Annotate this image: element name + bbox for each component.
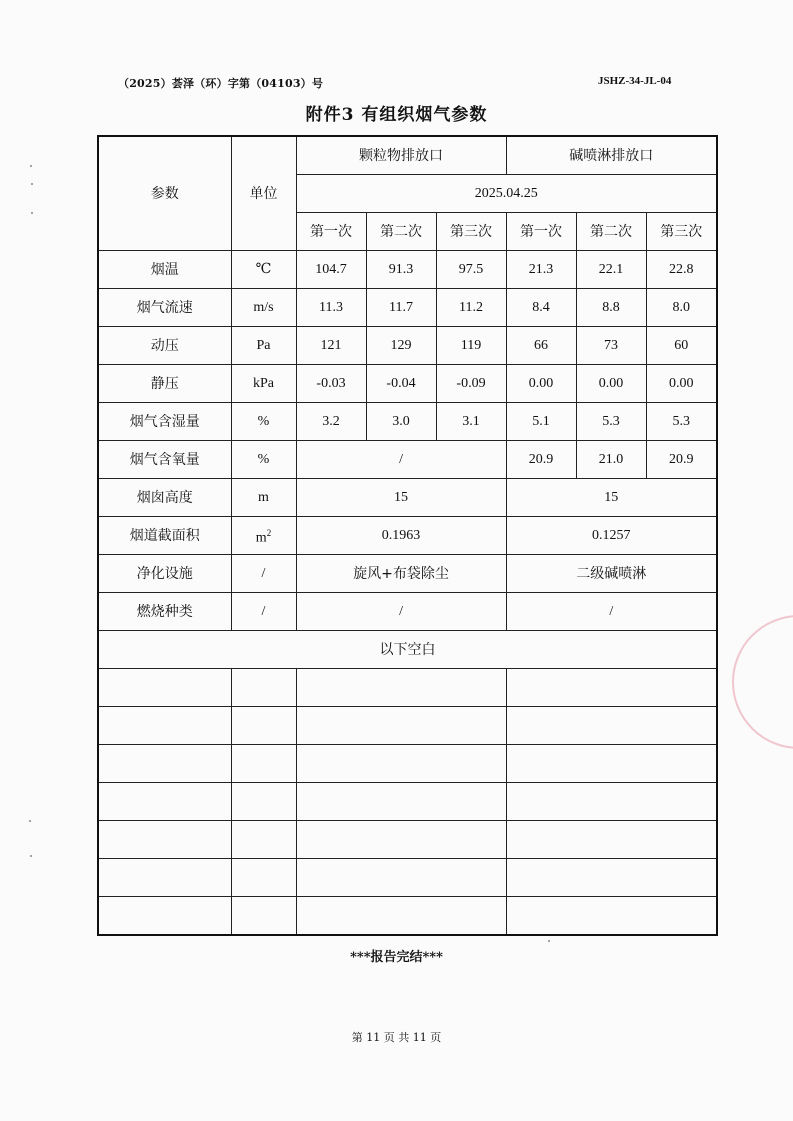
value-cell: 0.00 <box>576 365 646 403</box>
value-cell: 11.2 <box>436 289 506 327</box>
page-number: 第 11 页 共 11 页 <box>351 1031 442 1044</box>
value-cell: / <box>296 593 506 631</box>
value-cell: -0.09 <box>436 365 506 403</box>
row-param: 烟气含氧量 <box>98 441 231 479</box>
blank-row <box>98 707 717 745</box>
table-row <box>98 593 717 631</box>
value-cell: -0.04 <box>366 365 436 403</box>
value-cell: 15 <box>296 479 506 517</box>
value-cell: 0.00 <box>646 365 717 403</box>
value-cell: 11.3 <box>296 289 366 327</box>
row-unit: % <box>231 441 296 479</box>
value-cell: 5.1 <box>506 403 576 441</box>
table-row <box>98 365 717 403</box>
header-unit: 单位 <box>231 136 296 251</box>
value-cell: 5.3 <box>646 403 717 441</box>
value-cell: 二级碱喷淋 <box>506 555 717 593</box>
report-end-note: ***报告完结*** <box>350 950 443 965</box>
header-run: 第一次 <box>506 213 576 251</box>
table-row <box>98 479 717 517</box>
row-unit: % <box>231 403 296 441</box>
value-cell: 97.5 <box>436 251 506 289</box>
row-unit: m/s <box>231 289 296 327</box>
value-cell: -0.03 <box>296 365 366 403</box>
table-row <box>98 631 717 669</box>
header-outlet-alkali-spray: 碱喷淋排放口 <box>506 136 717 175</box>
value-cell: 21.3 <box>506 251 576 289</box>
row-param: 净化设施 <box>98 555 231 593</box>
table-row <box>98 441 717 479</box>
header-run: 第三次 <box>646 213 717 251</box>
header-run: 第二次 <box>576 213 646 251</box>
value-cell: 8.8 <box>576 289 646 327</box>
value-cell: 22.1 <box>576 251 646 289</box>
value-cell: / <box>506 593 717 631</box>
value-cell: 3.0 <box>366 403 436 441</box>
blank-row <box>98 859 717 897</box>
header-run: 第三次 <box>436 213 506 251</box>
flue-gas-parameter-table <box>97 135 718 936</box>
value-cell: 旋风+布袋除尘 <box>296 555 506 593</box>
row-unit: / <box>231 555 296 593</box>
value-cell: 104.7 <box>296 251 366 289</box>
blank-row <box>98 897 717 936</box>
blank-row <box>98 821 717 859</box>
value-cell: 21.0 <box>576 441 646 479</box>
value-cell: 3.2 <box>296 403 366 441</box>
value-cell: 66 <box>506 327 576 365</box>
table-row <box>98 289 717 327</box>
value-cell: 8.0 <box>646 289 717 327</box>
value-cell: 20.9 <box>506 441 576 479</box>
seal-stamp <box>732 615 793 749</box>
header-date: 2025.04.25 <box>296 175 717 213</box>
value-cell: 8.4 <box>506 289 576 327</box>
row-param: 烟气含湿量 <box>98 403 231 441</box>
value-cell: 15 <box>506 479 717 517</box>
value-cell: 11.7 <box>366 289 436 327</box>
blank-row <box>98 669 717 707</box>
table-row <box>98 555 717 593</box>
value-cell: 129 <box>366 327 436 365</box>
value-cell: 20.9 <box>646 441 717 479</box>
form-code: JSHZ-34-JL-04 <box>598 75 672 87</box>
value-cell: 0.00 <box>506 365 576 403</box>
value-cell: 0.1963 <box>296 517 506 555</box>
row-unit: m <box>231 479 296 517</box>
page-title: 附件3 有组织烟气参数 <box>305 105 488 125</box>
header-param: 参数 <box>98 136 231 251</box>
value-cell: 22.8 <box>646 251 717 289</box>
value-cell: 0.1257 <box>506 517 717 555</box>
blank-note: 以下空白 <box>98 631 717 669</box>
value-cell: 5.3 <box>576 403 646 441</box>
table-row <box>98 327 717 365</box>
row-unit: ℃ <box>231 251 296 289</box>
header-run: 第二次 <box>366 213 436 251</box>
table-row <box>98 251 717 289</box>
table-row <box>98 517 717 555</box>
value-cell: 60 <box>646 327 717 365</box>
row-unit: kPa <box>231 365 296 403</box>
blank-row <box>98 745 717 783</box>
value-cell: 73 <box>576 327 646 365</box>
value-cell: / <box>296 441 506 479</box>
row-unit: / <box>231 593 296 631</box>
value-cell: 121 <box>296 327 366 365</box>
table-row <box>98 403 717 441</box>
document-number: （2025）荟泽（环）字第（04103）号 <box>118 77 324 90</box>
header-outlet-particulate: 颗粒物排放口 <box>296 136 506 175</box>
row-param: 烟温 <box>98 251 231 289</box>
row-unit: Pa <box>231 327 296 365</box>
row-param: 静压 <box>98 365 231 403</box>
row-unit: $m^2$ <box>231 517 296 555</box>
blank-row <box>98 783 717 821</box>
row-param: 动压 <box>98 327 231 365</box>
row-param: 燃烧种类 <box>98 593 231 631</box>
value-cell: 3.1 <box>436 403 506 441</box>
header-run: 第一次 <box>296 213 366 251</box>
row-param: 烟气流速 <box>98 289 231 327</box>
row-param: 烟道截面积 <box>98 517 231 555</box>
row-param: 烟囱高度 <box>98 479 231 517</box>
value-cell: 119 <box>436 327 506 365</box>
value-cell: 91.3 <box>366 251 436 289</box>
